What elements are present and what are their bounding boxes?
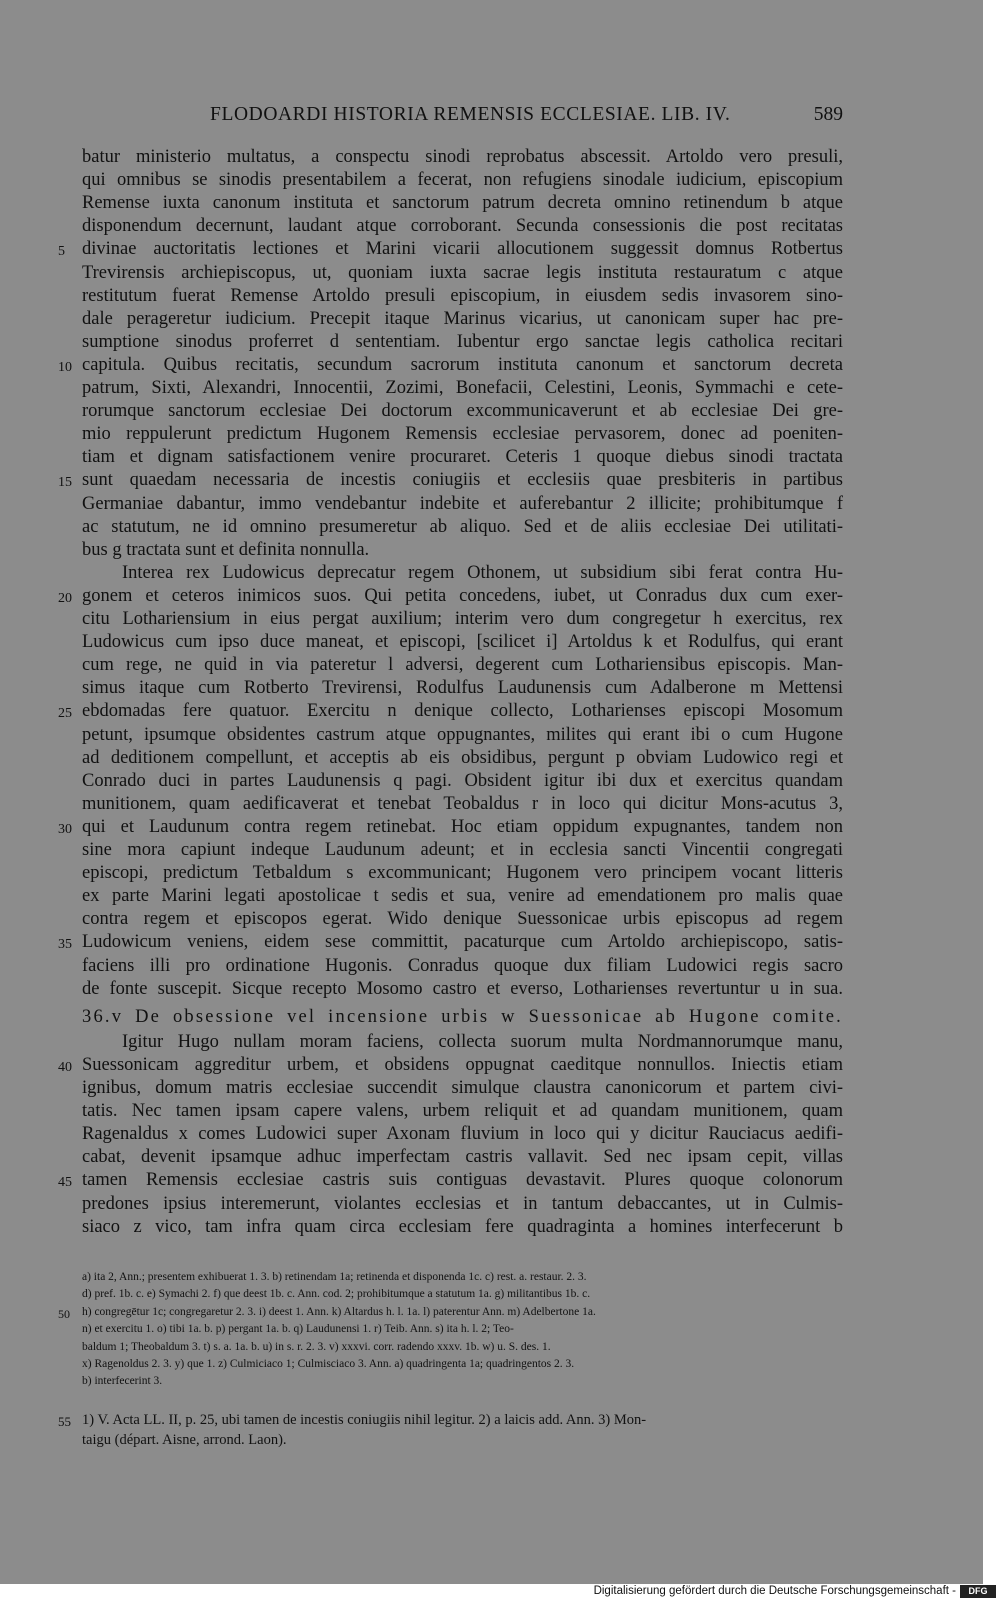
historical-notes — [0, 1410, 983, 1454]
text-line: petunt, ipsumque obsidentes castrum atque oppugnantes, milites qui erant ibi o cum Hugone — [82, 724, 843, 745]
text-line: Trevirensis archiepiscopus, ut, quoniam iuxta sacrae legis instituta restauratum c atque — [82, 262, 843, 283]
chapter-heading: 36.v De obsessione vel incensione urbis w Suessonicae ab Hugone comite. — [82, 1006, 843, 1027]
text-line: bus g tractata sunt et definita nonnulla. — [82, 539, 370, 560]
text-line: mio reppulerunt predictum Hugonem Remensis ecclesiae pervasorem, donec ad poeniten- — [82, 424, 843, 445]
digitization-credit — [0, 1584, 1000, 1600]
text-line: sumptione sinodus proferret d sententiam. Iubentur ergo sanctae legis catholica recitari — [82, 331, 843, 352]
main-text — [0, 146, 983, 1237]
text-line: sunt quaedam necessaria de incestis coniugiis et ecclesiis quae presbiteris in partibus — [82, 470, 843, 491]
text-line: de fonte suscepit. Sicque recepto Mosomo castro et everso, Lotharienses revertuntur u in sua. — [82, 978, 843, 999]
text-line: cum rege, ne quid in via pateretur l adversi, degerent cum Lothariensibus episcopis. Man- — [82, 655, 843, 676]
text-line: Suessonicam aggreditur urbem, et obsidens oppugnat caeditque nonnullos. Iniectis etiam — [82, 1054, 843, 1075]
line-number: 15 — [58, 475, 72, 491]
text-line: rorumque sanctorum ecclesiae Dei doctorum excommunicaverunt et ab ecclesiae Dei gre- — [82, 401, 843, 422]
text-line: ac statutum, ne id omnino presumeretur ab aliquo. Sed et de aliis ecclesiae Dei utilitati- — [82, 516, 843, 537]
line-number: 35 — [58, 937, 72, 953]
text-line: Ragenaldus x comes Ludowici super Axonam fluvium in loco qui y dicitur Rauciacus aedifi- — [82, 1124, 843, 1145]
text-line: citu Lothariensium in eius pergat auxilium; interim vero dum congregetur h exercitus, rex — [82, 609, 843, 629]
credit-text: Digitalisierung gefördert durch die Deutsche Forschungsgemeinschaft - — [593, 1585, 956, 1597]
text-line: simus itaque cum Rotberto Trevirensi, Rodulfus Laudunensis cum Adalberone m Mettensi — [82, 678, 843, 699]
text-line: restitutum fuerat Remense Artoldo presuli episcopium, in eiusdem sedis invasorem sino- — [82, 285, 843, 306]
line-number: 20 — [58, 590, 72, 606]
line-number: 50 — [58, 1306, 70, 1321]
text-line: dale perageretur iudicium. Precepit itaque Marinus vicarius, ut canonicam super hac pre- — [82, 308, 843, 329]
text-line: qui omnibus se sinodis presentabilem a fecerat, non refugiens sinodale iudicium, episcopium — [82, 170, 843, 191]
text-line: patrum, Sixti, Alexandri, Innocentii, Zozimi, Bonefacii, Celestini, Leonis, Symmachi e cete- — [82, 378, 843, 398]
text-line: capitula. Quibus recitatis, secundum sacrorum instituta canonum et sanctorum decreta — [82, 354, 843, 375]
text-line: episcopi, predictum Tetbaldum s excommunicant; Hugonem vero principem vocant litteris — [82, 863, 843, 884]
text-line: qui et Laudunum contra regem retinebat. Hoc etiam oppidum expugnantes, tandem non — [82, 816, 843, 837]
text-line: h) congregētur 1c; congregaretur 2. 3. i) deest 1. Ann. k) Altardus h. l. 1a. l) paterentur Ann. m) Adelbertone 1a. — [82, 1305, 596, 1318]
text-line: ex parte Marini legati apostolicae t sedis et sua, venire ad emendationem pro malis quae — [82, 886, 843, 907]
text-line: munitionem, quam aedificaverat et tenebat Teobaldus r in loco qui dicitur Mons-acutus 3, — [82, 793, 843, 814]
text-line: Interea rex Ludowicus deprecatur regem Othonem, ut subsidium sibi ferat contra Hu- — [122, 562, 843, 583]
text-line: a) ita 2, Ann.; presentem exhibuerat 1. 3. b) retinendam 1a; retinenda et disponenda 1c. c) rest. a. restaur. 2. 3. — [82, 1271, 587, 1283]
text-line: Remense iuxta canonum instituta et sanctorum patrum decreta omnino retinendum b atque — [82, 193, 843, 214]
dfg-logo: DFG — [960, 1585, 996, 1598]
text-line: ebdomadas fere quatuor. Exercitu n denique collecto, Lotharienses episcopi Mosomum — [82, 701, 843, 722]
text-line: gonem et ceteros inimicos suos. Qui petita concedens, iubet, ut Conradus dux cum exer- — [82, 585, 843, 606]
text-line: 1) V. Acta LL. II, p. 25, ubi tamen de incestis coniugiis nihil legitur. 2) a laicis add. Ann. 3) Mon- — [82, 1412, 647, 1428]
text-line: baldum 1; Theobaldum 3. t) s. a. 1a. b. u) in s. r. 2. 3. v) xxxvi. corr. radendo xxxv. 1b. w) u. S. des. 1. — [82, 1340, 551, 1353]
line-number: 5 — [58, 244, 65, 260]
header-title: FLODOARDI HISTORIA REMENSIS ECCLESIAE. LIB. IV. — [210, 104, 731, 125]
text-line: faciens illi pro ordinatione Hugonis. Conradus quoque dux filiam Ludowici regis sacro — [82, 955, 843, 976]
text-line: ad deditionem compellunt, et acceptis ab eis obsidibus, pergunt p obviam Ludowico regi et — [82, 747, 843, 768]
text-line: tiam et dignam satisfactionem venire procuraret. Ceteris 1 quoque diebus sinodi tractata — [82, 447, 843, 468]
text-line: Conrado duci in partes Laudunensis q pagi. Obsident igitur ibi dux et exercitus quandam — [82, 770, 843, 791]
text-line: taigu (départ. Aisne, arrond. Laon). — [82, 1432, 287, 1448]
text-line: tamen Remensis ecclesiae castris suis contiguas devastavit. Plures quoque colonorum — [82, 1170, 843, 1191]
text-line: divinae auctoritatis lectiones et Marini vicarii allocutionem suggessit domnus Rotbertus — [82, 239, 843, 260]
line-number: 30 — [58, 821, 72, 837]
text-line: Igitur Hugo nullam moram faciens, collecta suorum multa Nordmannorumque manu, — [122, 1031, 843, 1052]
line-number: 55 — [58, 1414, 71, 1429]
text-line: tatis. Nec tamen ipsam capere valens, urbem reliquit et ad quandam munitionem, quam — [82, 1101, 843, 1122]
text-line: disponendum decernunt, laudant atque corroborant. Secunda consessionis die post recitatas — [82, 216, 843, 237]
running-header — [0, 104, 983, 130]
text-line: Ludowicum veniens, eidem sese committit, pacaturque cum Artoldo archiepiscopo, satis- — [82, 932, 843, 953]
line-number: 25 — [58, 706, 72, 722]
line-number: 45 — [58, 1175, 72, 1191]
text-line: cabat, devenit ipsamque adhuc imperfectam castris vallavit. Sed nec ipsam cepit, villas — [82, 1147, 843, 1168]
text-line: d) pref. 1b. c. e) Symachi 2. f) que deest 1b. c. Ann. cod. 2; prohibitumque a statutum 1a. g) militantibus 1b. c. — [82, 1288, 591, 1301]
text-line: n) et exercitu 1. o) tibi 1a. b. p) pergant 1a. b. q) Laudunensi 1. r) Teib. Ann. s) ita h. l. 2; Teo- — [82, 1323, 514, 1336]
line-number: 40 — [58, 1059, 72, 1075]
text-line: Ludowicus cum ipso duce maneat, et episcopi, [scilicet i] Artoldus k et Rodulfus, qui erant — [82, 632, 843, 653]
text-line: ignibus, domum matris ecclesiae succendit simulque claustra canonicorum et partem civi- — [82, 1078, 843, 1098]
text-line: contra regem et episcopos egerat. Wido denique Suessonicae urbis episcopus ad regem — [82, 909, 843, 930]
text-line: x) Ragenoldus 2. 3. y) que 1. z) Culmiciaco 1; Culmisciaco 3. Ann. a) quadringenta 1a; quadringentos 2. 3. — [82, 1358, 575, 1370]
text-line: siaco z vico, tam infra quam circa ecclesiam fere quadraginta a homines interfecerunt b — [82, 1216, 843, 1237]
critical-apparatus — [0, 1269, 983, 1399]
page-number: 589 — [813, 104, 843, 125]
line-number: 10 — [58, 359, 72, 375]
text-line: Germaniae dabantur, immo vendebantur indebite et auferebantur 2 illicite; prohibitumque f — [82, 493, 843, 514]
text-line: sine mora capiunt indeque Laudunum adeunt; et in ecclesia sancti Vincentii congregati — [82, 840, 843, 860]
text-line: batur ministerio multatus, a conspectu sinodi reprobatus abscessit. Artoldo vero presuli, — [82, 147, 843, 167]
text-line: predones ipsius interemerunt, violantes ecclesias et in tantum debaccantes, ut in Culmis- — [82, 1193, 843, 1214]
text-line: b) interfecerint 3. — [82, 1375, 163, 1388]
